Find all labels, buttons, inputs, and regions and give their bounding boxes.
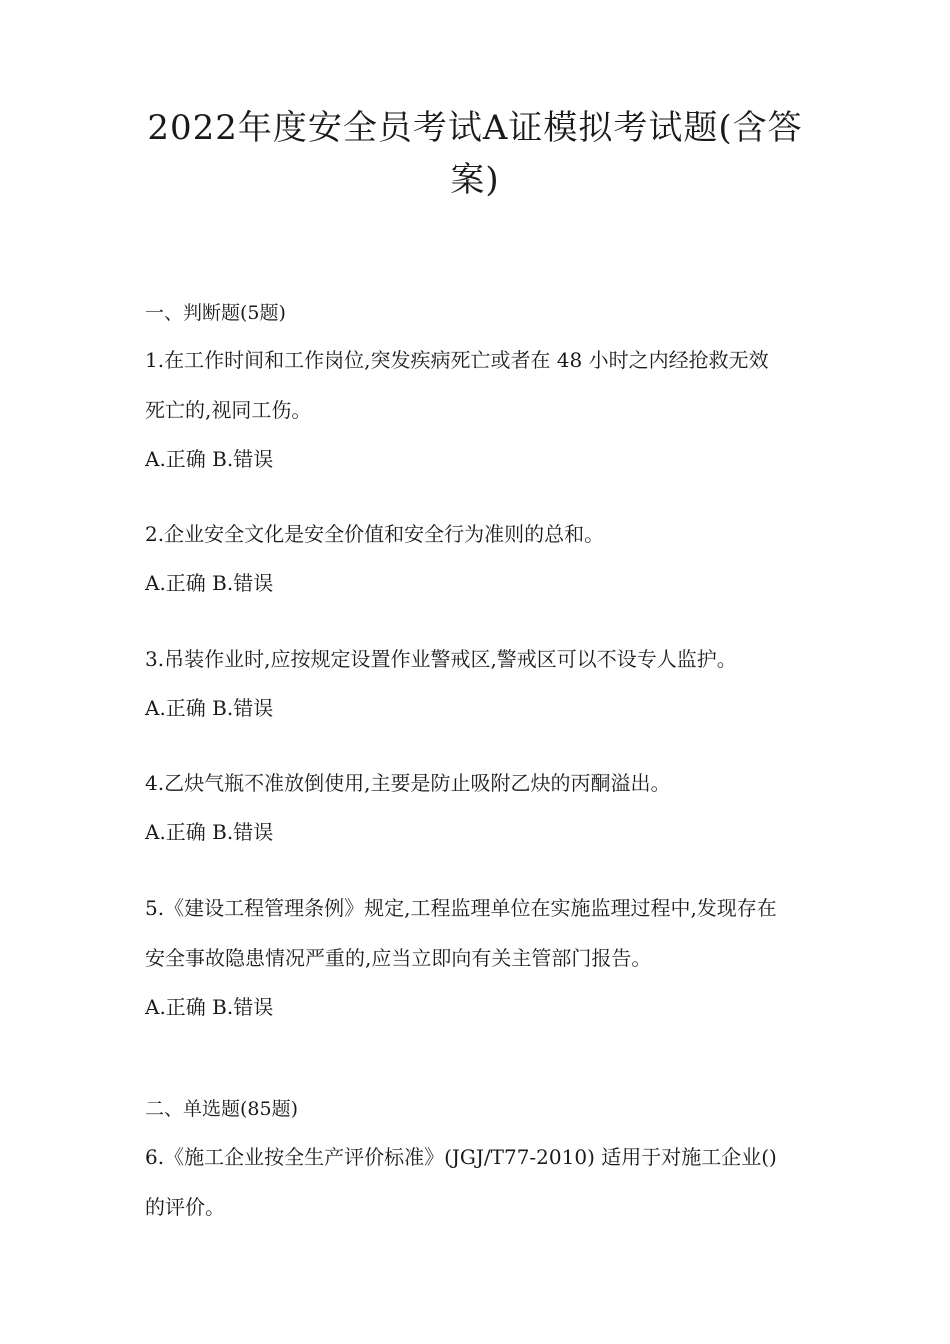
section-heading-single-choice: 二、单选题(85题)	[145, 1098, 299, 1120]
section-heading-judgment: 一、判断题(5题)	[145, 302, 286, 324]
question-1-options: A.正确 B.错误	[145, 447, 274, 471]
question-3-line-1: 3.吊装作业时,应按规定设置作业警戒区,警戒区可以不设专人监护。	[145, 647, 737, 671]
question-1-line-2: 死亡的,视同工伤。	[145, 398, 312, 422]
question-5-line-1: 5.《建设工程管理条例》规定,工程监理单位在实施监理过程中,发现存在	[145, 896, 777, 920]
question-3-options: A.正确 B.错误	[145, 696, 274, 720]
question-6-line-2: 的评价。	[145, 1195, 225, 1219]
question-4-line-1: 4.乙炔气瓶不准放倒使用,主要是防止吸附乙炔的丙酮溢出。	[145, 771, 671, 795]
question-4-options: A.正确 B.错误	[145, 820, 274, 844]
question-5-options: A.正确 B.错误	[145, 995, 274, 1019]
question-5-line-2: 安全事故隐患情况严重的,应当立即向有关主管部门报告。	[145, 946, 652, 970]
document-title	[100, 102, 850, 206]
question-1-line-1: 1.在工作时间和工作岗位,突发疾病死亡或者在 48 小时之内经抢救无效	[145, 348, 769, 372]
question-2-line-1: 2.企业安全文化是安全价值和安全行为准则的总和。	[145, 522, 605, 546]
title-line-1: 2022年度安全员考试A证模拟考试题(含答	[147, 108, 803, 148]
question-6-line-1: 6.《施工企业按全生产评价标准》(JGJ/T77-2010) 适用于对施工企业()	[145, 1145, 777, 1169]
question-2-options: A.正确 B.错误	[145, 571, 274, 595]
title-line-2: 案)	[450, 160, 500, 200]
